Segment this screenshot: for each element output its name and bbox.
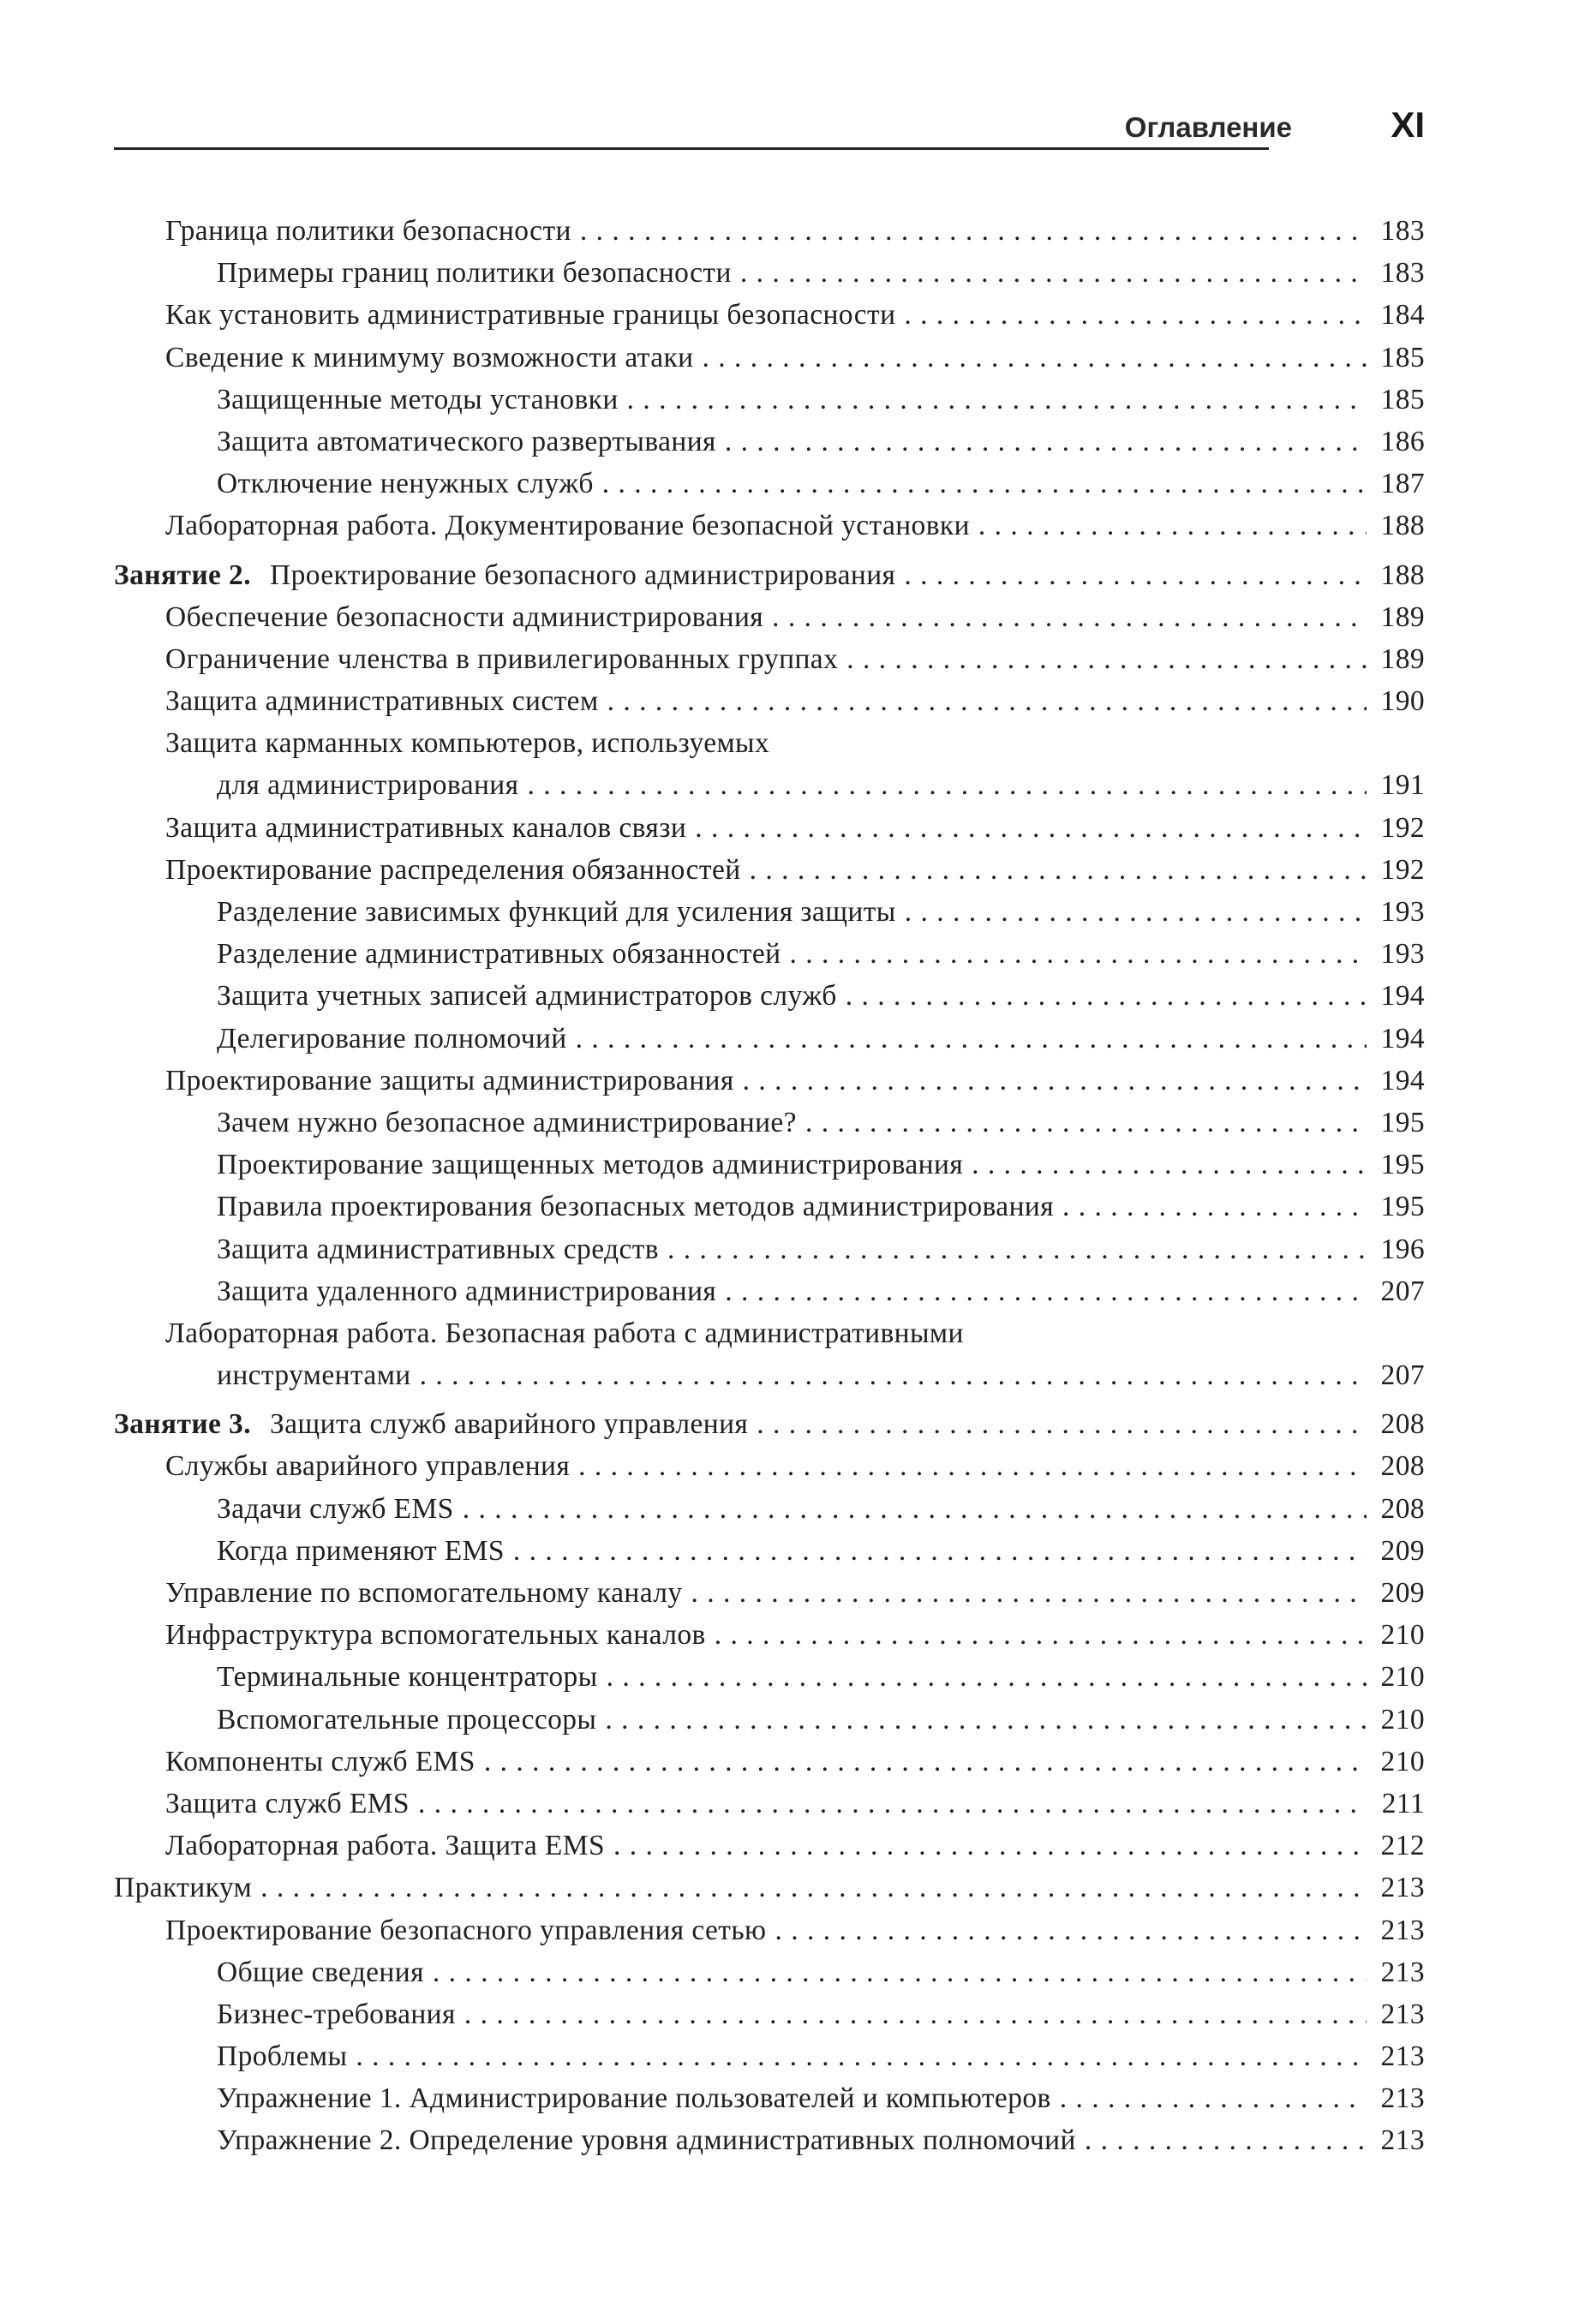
dot-leader [418,1783,1367,1825]
toc-entry [114,463,1425,505]
toc-entry-page: 195 [1380,1149,1425,1181]
dot-leader [576,1018,1367,1060]
toc-entry-title: Защищенные методы установки [217,383,619,415]
toc-entry [114,1909,1425,1951]
toc-entry-page: 189 [1380,600,1425,633]
toc-entry-page: 194 [1380,1022,1425,1054]
dot-leader [260,1867,1367,1909]
toc-entry [114,933,1425,975]
dot-leader [725,1270,1367,1312]
dot-leader [613,1825,1367,1867]
toc-entry-title: Правила проектирования безопасных методов администрирования [217,1191,1055,1223]
lesson-number: Занятие 3. [114,1408,251,1441]
dot-leader [464,1993,1367,2035]
toc-entry-continuation [114,1354,1425,1396]
toc-entry-title: Упражнение 2. Определение уровня административных полномочий [217,2124,1076,2157]
dot-leader [602,463,1367,505]
toc-entry-title [114,1403,748,1445]
toc-entry-page: 210 [1380,1703,1425,1736]
dot-leader [972,1144,1367,1186]
lesson-title: Проектирование безопасного администрирования [269,559,896,591]
toc-entry-title: Защита административных каналов связи [165,811,687,844]
toc-entry-title: Проектирование защищенных методов администрирования [217,1149,964,1181]
toc-entry [114,1656,1425,1698]
toc-entry-page: 189 [1380,642,1425,675]
toc-entry-title: Управление по вспомогательному каналу [165,1577,683,1609]
dot-leader [740,252,1367,294]
toc-entry-page: 208 [1380,1450,1425,1483]
toc-entry-title: Проектирование защиты администрирования [165,1064,734,1096]
dot-leader [484,1741,1367,1783]
toc-entry [114,1270,1425,1312]
lesson-number: Занятие 2. [114,559,251,591]
page-number: XI [1391,105,1425,145]
toc-entry-title: Отключение ненужных служб [217,468,594,500]
toc-entry [114,638,1425,680]
dot-leader [757,1403,1367,1445]
toc-entry [114,505,1425,547]
dot-leader [775,1909,1367,1951]
toc-entry [114,1699,1425,1741]
toc-entry-title: Защита административных средств [217,1233,659,1265]
toc-entry-title: Делегирование полномочий [217,1022,567,1054]
toc-entry-page: 213 [1380,1956,1425,1988]
toc-entry [114,1993,1425,2035]
dot-leader [715,1614,1367,1656]
toc-entry-page: 185 [1380,341,1425,373]
toc-entry [114,1572,1425,1614]
toc-entry [114,1614,1425,1656]
toc-entry [114,337,1425,379]
lesson-title: Защита служб аварийного управления [269,1408,749,1441]
toc-entry [114,2035,1425,2077]
toc-entry-title: Зачем нужно безопасное администрирование? [217,1106,797,1138]
header-rule [114,147,1269,150]
toc-entry-title: Когда применяют EMS [217,1534,505,1567]
toc-entry-page: 213 [1380,2082,1425,2115]
toc-entry [114,2077,1425,2119]
toc-entry [114,1018,1425,1060]
toc-entry-title: Сведение к минимуму возможности атаки [165,341,694,373]
dot-leader [743,1060,1367,1102]
toc-entry-page: 191 [1380,769,1425,802]
dot-leader [1060,2077,1367,2119]
toc-entry-title: Примеры границ политики безопасности [217,257,732,290]
toc-entry-page: 186 [1380,425,1425,457]
toc-entry-page: 213 [1380,1872,1425,1904]
toc-entry-page: 210 [1380,1661,1425,1694]
dot-leader [1062,1186,1367,1228]
toc-entry [114,1445,1425,1487]
toc-entry [114,1228,1425,1270]
dot-leader [627,379,1367,421]
toc-entry-page: 193 [1380,938,1425,971]
toc-entry-page: 213 [1380,1914,1425,1946]
dot-leader [772,596,1367,638]
toc-entry-page: 209 [1380,1534,1425,1567]
dot-leader [667,1228,1367,1270]
dot-leader [607,680,1367,722]
toc-entry [114,849,1425,891]
toc-entry-page: 188 [1380,510,1425,542]
toc-entry [114,1825,1425,1867]
dot-leader [702,337,1367,379]
toc-entry [114,891,1425,933]
toc-entry-title: Разделение административных обязанностей [217,938,781,971]
toc-entry [114,1741,1425,1783]
toc-entry-page: 207 [1380,1275,1425,1307]
toc-entry-title: Разделение зависимых функций для усиления защиты [217,896,896,928]
toc-entry-title: Бизнес-требования [217,1998,456,2030]
toc-entry [114,1951,1425,1993]
header-title: Оглавление [1124,111,1292,143]
toc-entry-title: Проектирование безопасного управления сетью [165,1914,767,1946]
toc-entry-page: 211 [1381,1787,1425,1819]
toc-entry-title: Практикум [114,1872,253,1904]
dot-leader [527,764,1367,806]
dot-leader [905,891,1367,933]
toc-entry [114,421,1425,463]
toc-entry [114,596,1425,638]
toc-entry [114,807,1425,849]
dot-leader [904,294,1367,336]
toc-entry-page: 213 [1380,2040,1425,2073]
dot-leader [433,1951,1367,1993]
toc-entry-title: Граница политики безопасности [165,215,571,247]
toc-entry [114,722,1425,764]
dot-leader [789,933,1367,975]
toc-entry [114,2119,1425,2161]
toc-entry-page: 210 [1380,1745,1425,1777]
dot-leader [607,1656,1367,1698]
dot-leader [978,505,1367,547]
toc-entry [114,210,1425,252]
toc-entry-title: Проблемы [217,2040,348,2073]
toc-entry-title: Защита автоматического развертывания [217,425,716,457]
dot-leader [420,1354,1367,1396]
dot-leader [750,849,1367,891]
toc-entry-title: Проектирование распределения обязанностей [165,853,741,886]
toc-entry-page: 185 [1380,383,1425,415]
dot-leader [605,1699,1367,1741]
toc-entry-page: 194 [1380,980,1425,1013]
running-header [114,101,1425,147]
toc-entry-title: Терминальные концентраторы [217,1661,598,1694]
toc-entry-title: Как установить административные границы безопасности [165,299,896,332]
toc-entry-page: 195 [1380,1106,1425,1138]
toc-entry-page: 213 [1380,1998,1425,2030]
toc-entry-page: 184 [1380,299,1425,332]
dot-leader [513,1530,1367,1572]
toc-entry-title [114,554,895,596]
toc-entry-title: Компоненты служб EMS [165,1745,476,1777]
toc-entry-title: Защита служб EMS [165,1787,410,1819]
dot-leader [356,2035,1367,2077]
dot-leader [580,210,1367,252]
toc-entry-page: 208 [1380,1408,1425,1441]
dot-leader [578,1445,1367,1487]
toc-entry-title: Защита карманных компьютеров, используемых [165,727,770,760]
toc-entry-title: Задачи служб EMS [217,1492,454,1525]
toc-entry-title: Вспомогательные процессоры [217,1703,597,1736]
toc-entry [114,252,1425,294]
toc-entry [114,294,1425,336]
toc-entry [114,1783,1425,1825]
toc-entry-page: 183 [1380,215,1425,247]
toc-entry-page: 195 [1380,1191,1425,1223]
toc-entry-page: 187 [1380,468,1425,500]
toc-entry-title: Лабораторная работа. Защита EMS [165,1830,606,1862]
dot-leader [463,1488,1367,1530]
toc-entry-continuation [114,764,1425,806]
toc-lesson-entry [114,1403,1425,1445]
toc-entry-page: 193 [1380,896,1425,928]
toc-entry [114,1144,1425,1186]
toc-entry [114,379,1425,421]
toc-entry [114,1102,1425,1144]
toc-entry-title: Общие сведения [217,1956,424,1988]
dot-leader [846,638,1367,680]
toc-entry-title: Защита удаленного администрирования [217,1275,717,1307]
toc-entry-title: Ограничение членства в привилегированных группах [165,642,839,675]
toc-entry [114,1867,1425,1909]
toc-entry-page: 196 [1380,1233,1425,1265]
dot-leader [725,421,1367,463]
toc-entry-title: для администрирования [217,769,519,802]
toc-entry-page: 207 [1380,1359,1425,1392]
toc-entry-title: Защита учетных записей администраторов служб [217,980,837,1013]
toc-entry-page: 208 [1380,1492,1425,1525]
dot-leader [1085,2119,1367,2161]
toc-lesson-entry [114,554,1425,596]
toc-entry-title: Защита административных систем [165,685,599,718]
dot-leader [691,1572,1367,1614]
toc-entry-page: 192 [1380,853,1425,886]
toc-entry-page: 188 [1380,559,1425,591]
toc-entry [114,975,1425,1017]
toc-entry-title: инструментами [217,1359,411,1392]
toc-entry-title: Упражнение 1. Администрирование пользователей и компьютеров [217,2082,1051,2115]
toc-entry [114,1530,1425,1572]
toc-entry-page: 192 [1380,811,1425,844]
dot-leader [904,554,1367,596]
toc-entry-page: 183 [1380,257,1425,290]
toc-entry [114,1312,1425,1354]
toc-entry [114,680,1425,722]
toc-entry-page: 209 [1380,1577,1425,1609]
toc-entry-page: 210 [1380,1619,1425,1652]
toc-entry [114,1488,1425,1530]
toc-entry-title: Лабораторная работа. Безопасная работа с административными [165,1317,964,1349]
toc-entry-title: Инфраструктура вспомогательных каналов [165,1619,706,1652]
toc-entry-page: 212 [1380,1830,1425,1862]
toc-entry-title: Службы аварийного управления [165,1450,571,1483]
dot-leader [695,807,1367,849]
dot-leader [805,1102,1367,1144]
dot-leader [846,975,1367,1017]
toc-entry [114,1060,1425,1102]
toc-entry-page: 190 [1380,685,1425,718]
table-of-contents [114,210,1425,2162]
toc-entry-page: 194 [1380,1064,1425,1096]
toc-entry-page: 213 [1380,2124,1425,2157]
toc-entry-title: Лабораторная работа. Документирование безопасной установки [165,510,970,542]
toc-entry [114,1186,1425,1228]
toc-entry-title: Обеспечение безопасности администрирования [165,600,764,633]
